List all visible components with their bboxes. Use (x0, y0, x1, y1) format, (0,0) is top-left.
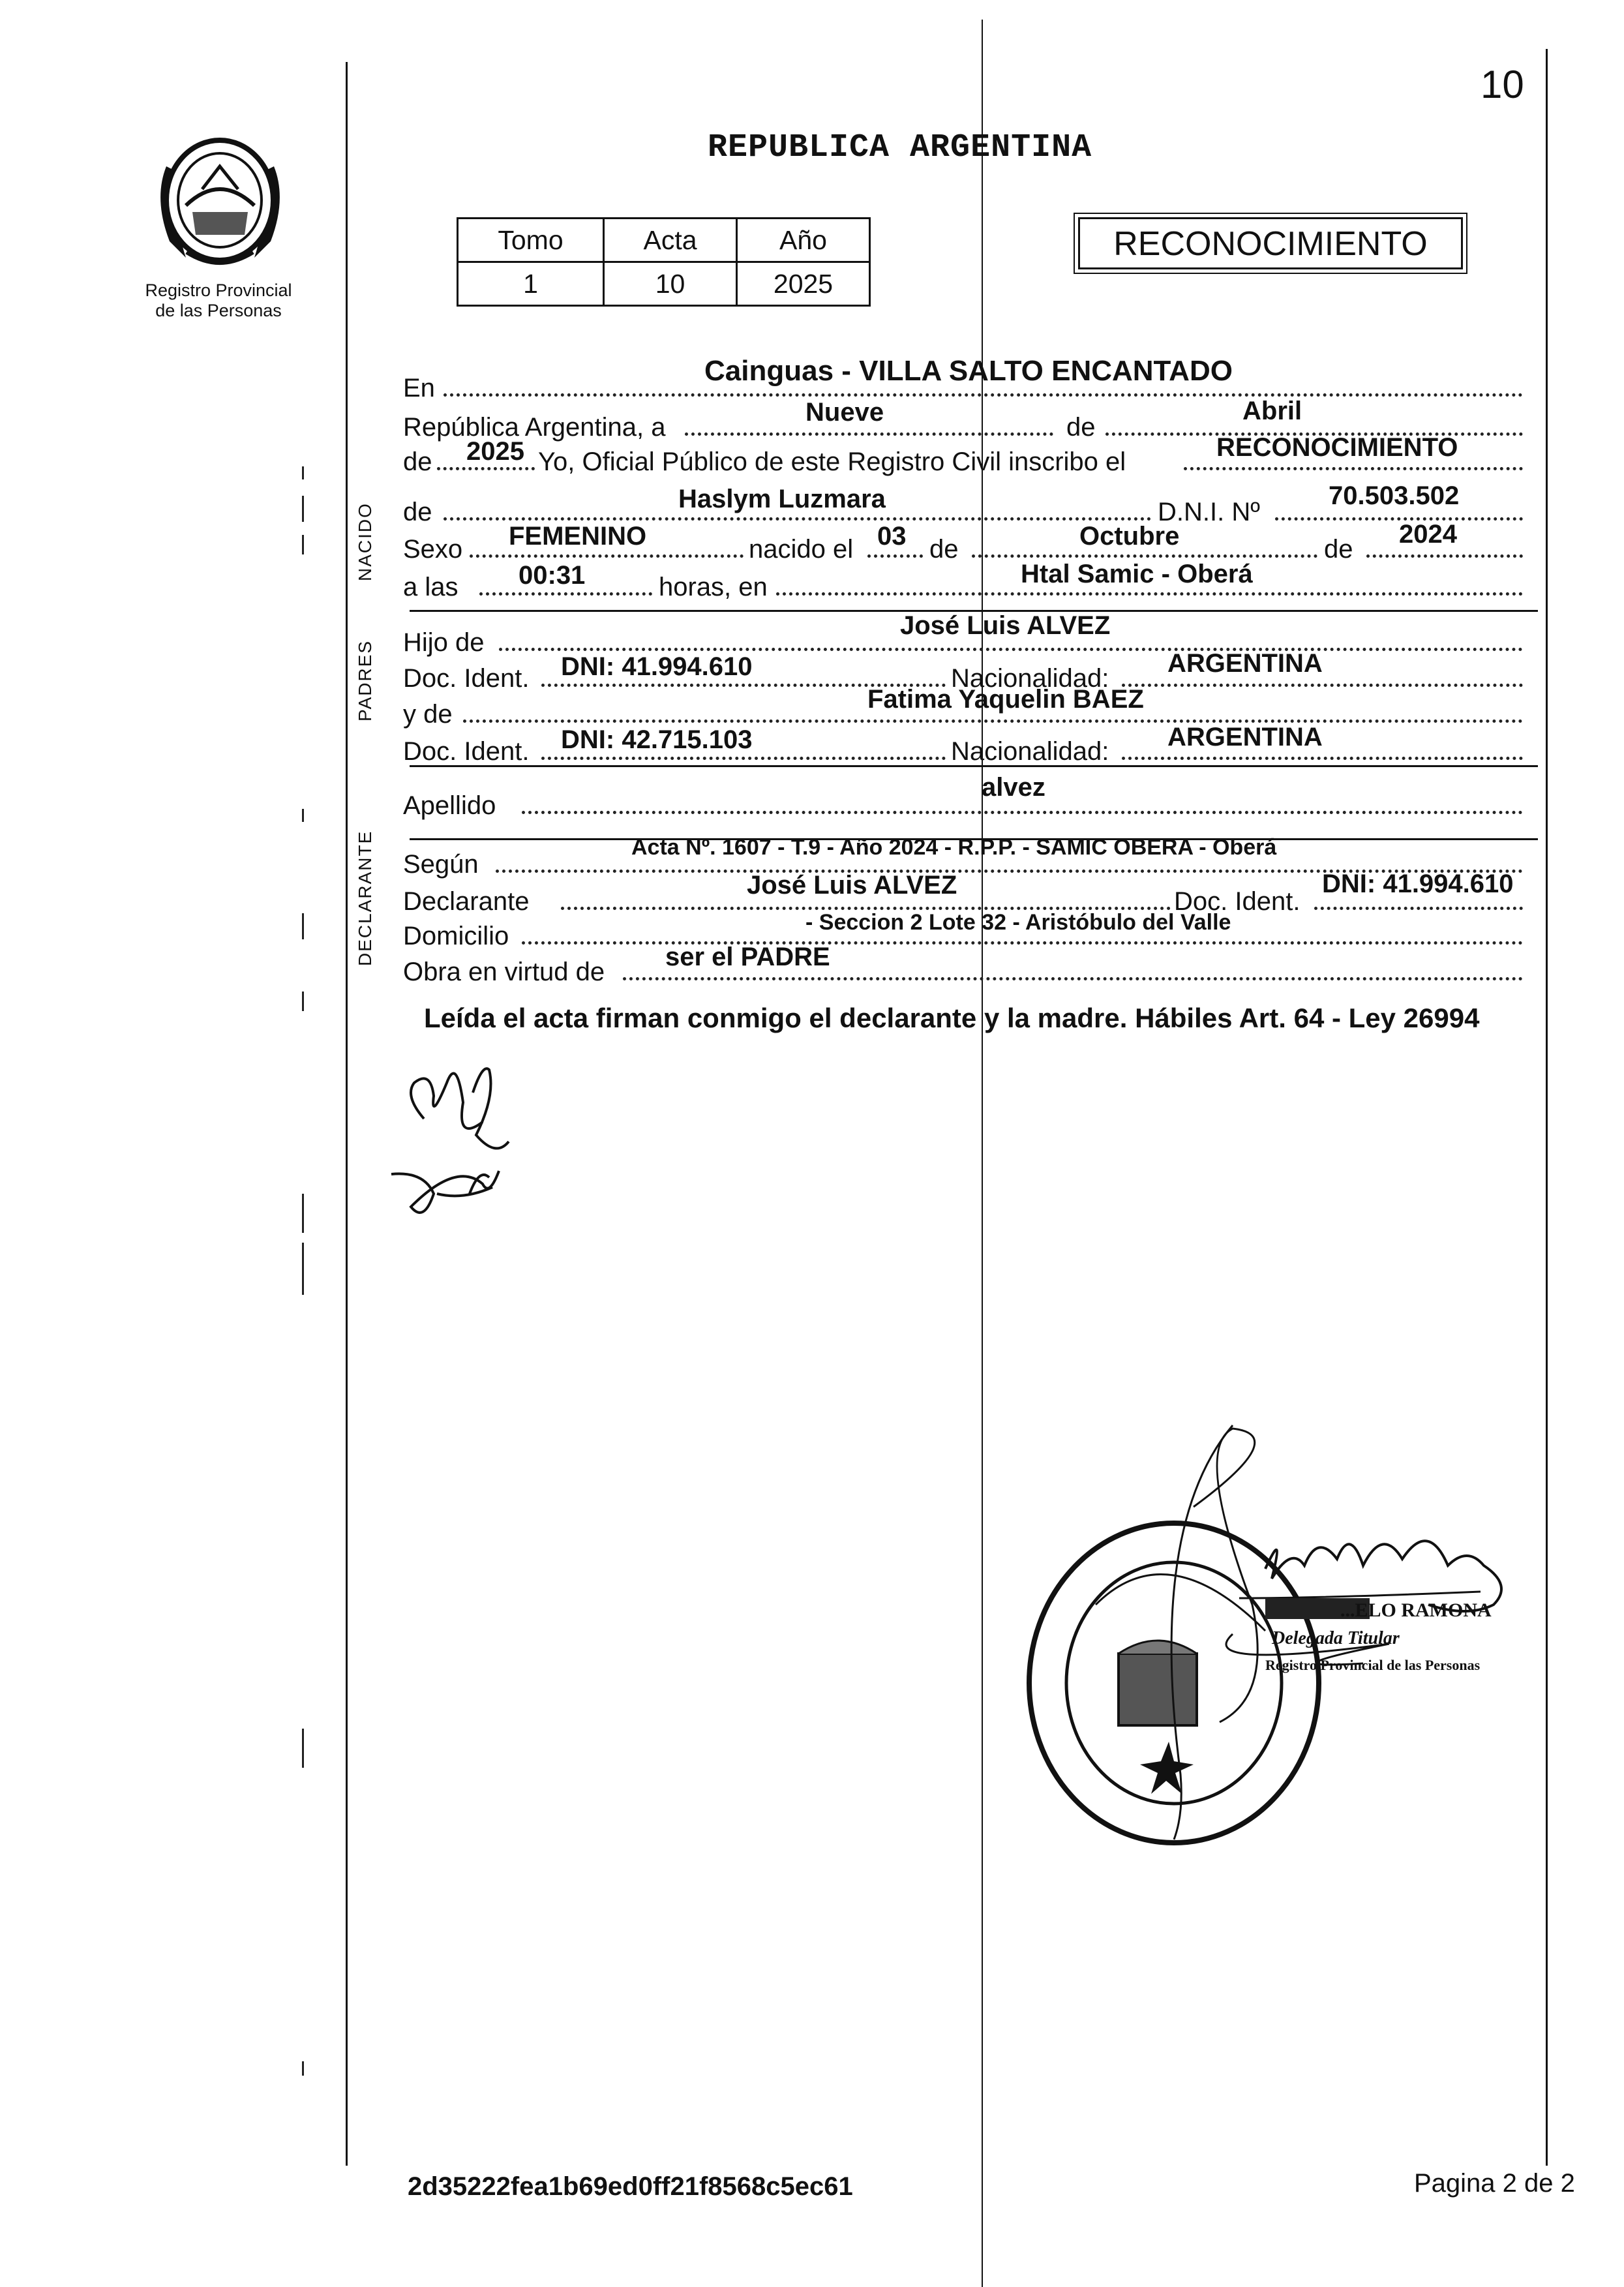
label-de-nac-mes: de (929, 535, 959, 564)
label-apellido: Apellido (403, 791, 496, 820)
scan-mark (302, 913, 304, 939)
value-nacionalidad-madre: ARGENTINA (1167, 723, 1323, 751)
label-segun: Según (403, 850, 479, 879)
dotted-line (444, 393, 1523, 397)
scan-mark (302, 466, 304, 479)
dotted-line (541, 757, 946, 760)
dotted-line (1122, 684, 1523, 687)
scan-mark (302, 992, 304, 1011)
dotted-line (1314, 907, 1523, 910)
label-hijo-de: Hijo de (403, 628, 485, 657)
scan-mark (302, 809, 304, 822)
document-hash: 2d35222fea1b69ed0ff21f8568c5ec61 (408, 2172, 853, 2201)
dotted-line (499, 648, 1523, 651)
label-de-mes: de (1066, 413, 1096, 442)
value-nac-anio: 2024 (1399, 520, 1457, 549)
value-padre: José Luis ALVEZ (900, 611, 1111, 640)
label-a-las: a las (403, 573, 459, 601)
value-sexo: FEMENINO (509, 522, 647, 551)
header-acta: Acta (604, 219, 737, 262)
label-nacido-el: nacido el (749, 535, 854, 564)
value-doc-declarante: DNI: 41.994.610 (1322, 870, 1514, 898)
dotted-line (437, 467, 535, 470)
value-madre: Fatima Yaquelin BAEZ (867, 685, 1144, 714)
label-declarante: Declarante (403, 887, 530, 916)
value-anio: 2025 (737, 262, 870, 306)
value-dni: 70.503.502 (1329, 481, 1460, 510)
pagination: Pagina 2 de 2 (1414, 2169, 1575, 2198)
dotted-line (463, 719, 1523, 723)
label-doc-madre: Doc. Ident. (403, 737, 530, 766)
crest-caption-line1: Registro Provincial (145, 280, 292, 300)
scan-mark (302, 1194, 304, 1233)
value-tomo: 1 (458, 262, 604, 306)
scan-mark (302, 496, 304, 522)
label-domicilio: Domicilio (403, 922, 509, 950)
scan-mark (302, 535, 304, 554)
value-acto: RECONOCIMIENTO (1216, 433, 1458, 462)
label-nacionalidad-padre: Nacionalidad: (951, 664, 1109, 693)
value-mes: Abril (1242, 397, 1302, 425)
crest-caption (124, 280, 313, 321)
dotted-line (1184, 467, 1523, 470)
scan-mark (302, 1243, 304, 1295)
label-de-nac-anio: de (1324, 535, 1353, 564)
label-nacionalidad-madre: Nacionalidad: (951, 737, 1109, 766)
dotted-line (685, 432, 1053, 436)
value-declarante: José Luis ALVEZ (747, 871, 957, 900)
dotted-line (1366, 554, 1523, 558)
value-anio-registro: 2025 (466, 437, 524, 466)
dotted-line (623, 977, 1523, 980)
dotted-line (867, 554, 923, 558)
label-republica: República Argentina, a (403, 413, 666, 442)
dotted-line (444, 517, 1151, 521)
value-lugar-nacimiento: Htal Samic - Oberá (1021, 560, 1253, 588)
value-hora: 00:31 (519, 561, 586, 590)
dotted-line (479, 592, 652, 596)
value-doc-padre: DNI: 41.994.610 (561, 652, 753, 681)
value-acta: 10 (604, 262, 737, 306)
stamp-role: Delegada Titular (1272, 1628, 1400, 1648)
closing-statement: Leída el acta firman conmigo el declarante y la madre. Hábiles Art. 64 - Ley 26994 (424, 1003, 1480, 1033)
label-obra: Obra en virtud de (403, 958, 605, 986)
page-number: 10 (1481, 63, 1524, 106)
label-en: En (403, 374, 435, 402)
dotted-line (1122, 757, 1523, 760)
left-margin-line (346, 62, 348, 2166)
label-de-nombre: de (403, 498, 432, 526)
value-doc-madre: DNI: 42.715.103 (561, 725, 753, 754)
value-nac-mes: Octubre (1079, 522, 1180, 551)
dotted-line (972, 554, 1317, 558)
side-label-nacido: NACIDO (355, 502, 375, 581)
label-sexo: Sexo (403, 535, 463, 564)
header-tomo: Tomo (458, 219, 604, 262)
value-nacionalidad-padre: ARGENTINA (1167, 649, 1323, 678)
right-margin-line (1546, 49, 1548, 2166)
value-nombre: Haslym Luzmara (678, 485, 886, 513)
document-title: REPUBLICA ARGENTINA (708, 129, 1092, 166)
value-nac-dia: 03 (877, 522, 907, 551)
act-type-box: RECONOCIMIENTO (1078, 217, 1463, 269)
label-y-de: y de (403, 700, 453, 729)
header-anio: Año (737, 219, 870, 262)
side-label-declarante: DECLARANTE (355, 830, 375, 966)
value-lugar-registro: Cainguas - VILLA SALTO ENCANTADO (704, 355, 1233, 387)
stamp-name: ...ELO RAMONA (1340, 1599, 1492, 1621)
value-apellido: alvez (982, 773, 1045, 802)
value-segun: Acta Nº. 1607 - T.9 - Año 2024 - R.P.P. - SAMIC OBERA - Oberá (631, 835, 1277, 860)
misiones-crest-logo (147, 127, 293, 277)
dotted-line (470, 554, 744, 558)
scan-mark (302, 2061, 304, 2076)
scan-mark (302, 1729, 304, 1768)
registry-table (457, 217, 871, 307)
label-horas-en: horas, en (659, 573, 768, 601)
stamp-office: Registro Provincial de las Personas (1265, 1657, 1481, 1673)
signature-declarante (385, 1044, 535, 1239)
side-label-padres: PADRES (355, 639, 375, 721)
dotted-line (776, 592, 1523, 596)
value-domicilio: - Seccion 2 Lote 32 - Aristóbulo del Valle (805, 910, 1231, 935)
label-oficial: Yo, Oficial Público de este Registro Civil inscribo el (538, 447, 1126, 476)
label-dni: D.N.I. Nº (1158, 498, 1260, 526)
official-stamp (998, 1409, 1533, 1866)
label-doc-padre: Doc. Ident. (403, 664, 530, 693)
value-obra: ser el PADRE (665, 943, 830, 971)
label-de-anio: de (403, 447, 432, 476)
dotted-line (522, 811, 1523, 814)
crest-caption-line2: de las Personas (155, 301, 282, 320)
label-doc-declarante: Doc. Ident. (1174, 887, 1301, 916)
value-dia: Nueve (805, 398, 884, 427)
